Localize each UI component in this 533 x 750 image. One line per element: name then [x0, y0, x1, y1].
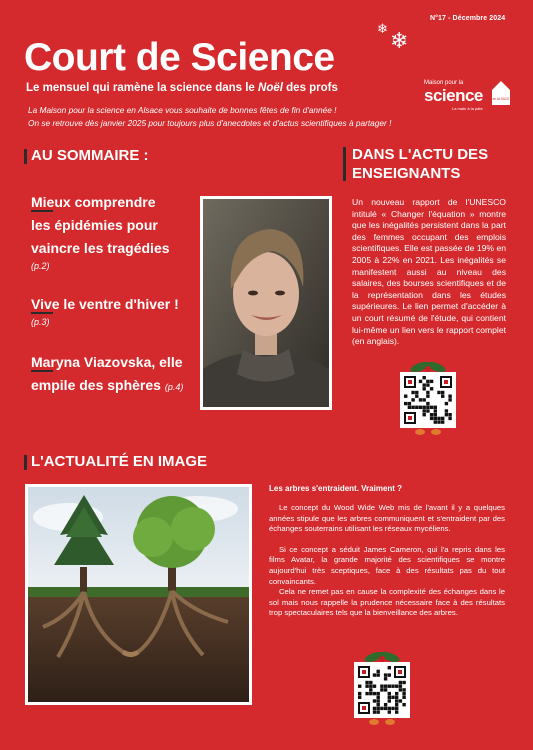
article-title: Les arbres s'entraident. Vraiment ?	[269, 484, 403, 493]
issue-number: N°17 - Décembre 2024	[430, 15, 506, 22]
actu-title: DANS L'ACTU DES ENSEIGNANTS	[352, 146, 489, 182]
newsletter-subtitle: Le mensuel qui ramène la science dans le Noël des profs	[26, 82, 338, 94]
actu-text: Un nouveau rapport de l'UNESCO intitulé « Changer l'équation » montre que les inégalités persistent dans la part des femmes occupant des emplois scientifiques. Elle est passée de 19% en 2005 à 22% en 2021. Les inégalités se manifestent aussi au niveau des salaires, des bourses scientifiques et de la représentation dans les études supérieures. Le lien permet d'accéder à un court résumé de l'étude, qui contient lui-même un lien vers le rapport complet (en anglais).	[352, 197, 506, 347]
maison-pour-la-science-logo[interactable]: Maison pour la science La main à la pâte en ALSACE	[412, 70, 514, 122]
section-bar	[24, 455, 27, 470]
sommaire-title: AU SOMMAIRE :	[31, 147, 149, 164]
trees-roots-illustration	[25, 484, 252, 705]
snowflake-icon: ❄	[377, 21, 388, 36]
qr-code-arbres[interactable]	[352, 650, 412, 722]
qr-code-unesco[interactable]	[398, 360, 458, 432]
portrait-photo	[200, 196, 332, 410]
snowflake-icon: ❄	[390, 28, 409, 53]
section-bar	[24, 149, 27, 164]
sommaire-item-epidemies[interactable]: Mieux comprendre les épidémies pour vaincre les tragédies (p.2)	[31, 191, 170, 273]
section-bar	[343, 147, 346, 181]
qr-code-icon	[352, 650, 412, 734]
newsletter-title: Court de Science	[24, 36, 335, 79]
sommaire-item-ventre-hiver[interactable]: Vive le ventre d'hiver ! (p.3)	[31, 293, 179, 329]
image-section-title: L'ACTUALITÉ EN IMAGE	[31, 453, 208, 470]
house-roof-icon	[490, 78, 512, 106]
intro-text: La Maison pour la science en Alsace vous souhaite de bonnes fêtes de fin d'année ! On se retrouve dès janvier 2025 pour toujours plus d'anecdotes et d'actus scientifiques à partager !	[28, 105, 392, 128]
sommaire-item-viazovska[interactable]: Maryna Viazovska, elle empile des sphères (p.4)	[31, 351, 183, 399]
svg-text:en ALSACE: en ALSACE	[492, 97, 510, 101]
article-text: Le concept du Wood Wide Web mis de l'avant il y a quelques années stipule que les arbres communiquent et s'entraident par des échanges souterrains utilisant les réseaux mycéliens. Si ce concept a séduit James Cameron, qui l'a repris dans les films Avatar, la grande majorité des scientifiques se montre aujourd'hui très sceptiques, face à des résultats pas du tout convaincants. Cela ne remet pas en cause la complexité des échanges dans le sol mais nous rappelle la prudence nécessaire face à des résultats trop spectaculaires tels que la bienveillance des arbres.	[269, 503, 505, 618]
qr-code-icon	[398, 360, 458, 444]
